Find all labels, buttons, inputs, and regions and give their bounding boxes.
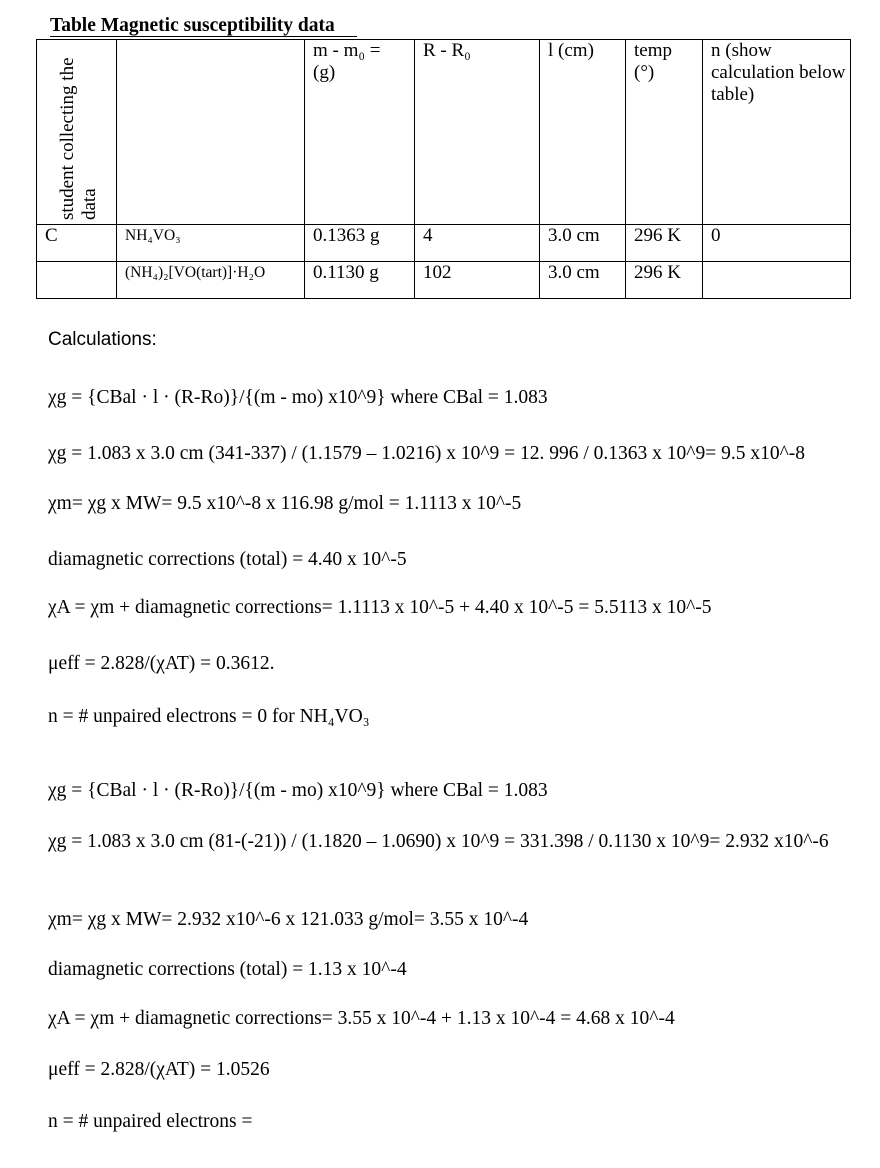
diamagnetic-line-1: diamagnetic corrections (total) = 4.40 x 10^-5: [48, 549, 407, 570]
header-n: n (show calculation below table): [703, 40, 851, 225]
cell-length: 3.0 cm: [540, 225, 626, 262]
cell-length: 3.0 cm: [540, 262, 626, 299]
header-resistance: R - R₀: [415, 40, 540, 225]
cell-temp: 296 K: [626, 262, 703, 299]
cell-compound: (NH₄)₂[VO(tart)]·H₂O: [117, 262, 305, 299]
header-compound: [117, 40, 305, 225]
mu-eff-line-2: μeff = 2.828/(χAT) = 1.0526: [48, 1059, 270, 1080]
chi-m-line-2: χm= χg x MW= 2.932 x10^-6 x 121.033 g/mol= 3.55 x 10^-4: [48, 909, 529, 930]
table-row: [37, 262, 851, 299]
cell-compound: NH₄VO₃: [117, 225, 305, 262]
chi-g-line-1: χg = 1.083 x 3.0 cm (341-337) / (1.1579 – 1.0216) x 10^9 = 12. 996 / 0.1363 x 10^9= 9.5 x10^-8: [48, 443, 805, 464]
header-length: l (cm): [540, 40, 626, 225]
cell-n: 0: [703, 225, 851, 262]
header-student: student collecting the data: [37, 40, 117, 225]
title-underline: [50, 36, 357, 37]
table-header-row: [37, 40, 851, 225]
cell-resistance: 102: [415, 262, 540, 299]
susceptibility-table: [36, 39, 851, 299]
chi-a-line-1: χA = χm + diamagnetic corrections= 1.1113 x 10^-5 + 4.40 x 10^-5 = 5.5113 x 10^-5: [48, 597, 712, 618]
table-row: [37, 225, 851, 262]
unpaired-line-2: n = # unpaired electrons =: [48, 1111, 253, 1132]
cell-student: [37, 262, 117, 299]
formula-line-2: χg = {CBal · l · (R-Ro)}/{(m - mo) x10^9} where CBal = 1.083: [48, 780, 548, 801]
cell-temp: 296 K: [626, 225, 703, 262]
cell-n: [703, 262, 851, 299]
cell-mass: 0.1130 g: [305, 262, 415, 299]
header-temp: temp (°): [626, 40, 703, 225]
diamagnetic-line-2: diamagnetic corrections (total) = 1.13 x 10^-4: [48, 959, 407, 980]
calculations-label: Calculations:: [48, 329, 157, 350]
cell-resistance: 4: [415, 225, 540, 262]
chi-a-line-2: χA = χm + diamagnetic corrections= 3.55 x 10^-4 + 1.13 x 10^-4 = 4.68 x 10^-4: [48, 1008, 675, 1029]
chi-g-line-2: χg = 1.083 x 3.0 cm (81-(-21)) / (1.1820 – 1.0690) x 10^9 = 331.398 / 0.1130 x 10^9= 2.932 x10^-6: [48, 831, 829, 852]
table-title: Table Magnetic susceptibility data: [50, 15, 335, 36]
formula-line-1: χg = {CBal · l · (R-Ro)}/{(m - mo) x10^9} where CBal = 1.083: [48, 387, 548, 408]
cell-mass: 0.1363 g: [305, 225, 415, 262]
cell-student: C: [37, 225, 117, 262]
chi-m-line-1: χm= χg x MW= 9.5 x10^-8 x 116.98 g/mol = 1.1113 x 10^-5: [48, 493, 522, 514]
header-mass: m - m₀ = (g): [305, 40, 415, 225]
unpaired-line-1: n = # unpaired electrons = 0 for NH₄VO₃: [48, 706, 370, 727]
mu-eff-line-1: μeff = 2.828/(χAT) = 0.3612.: [48, 653, 275, 674]
